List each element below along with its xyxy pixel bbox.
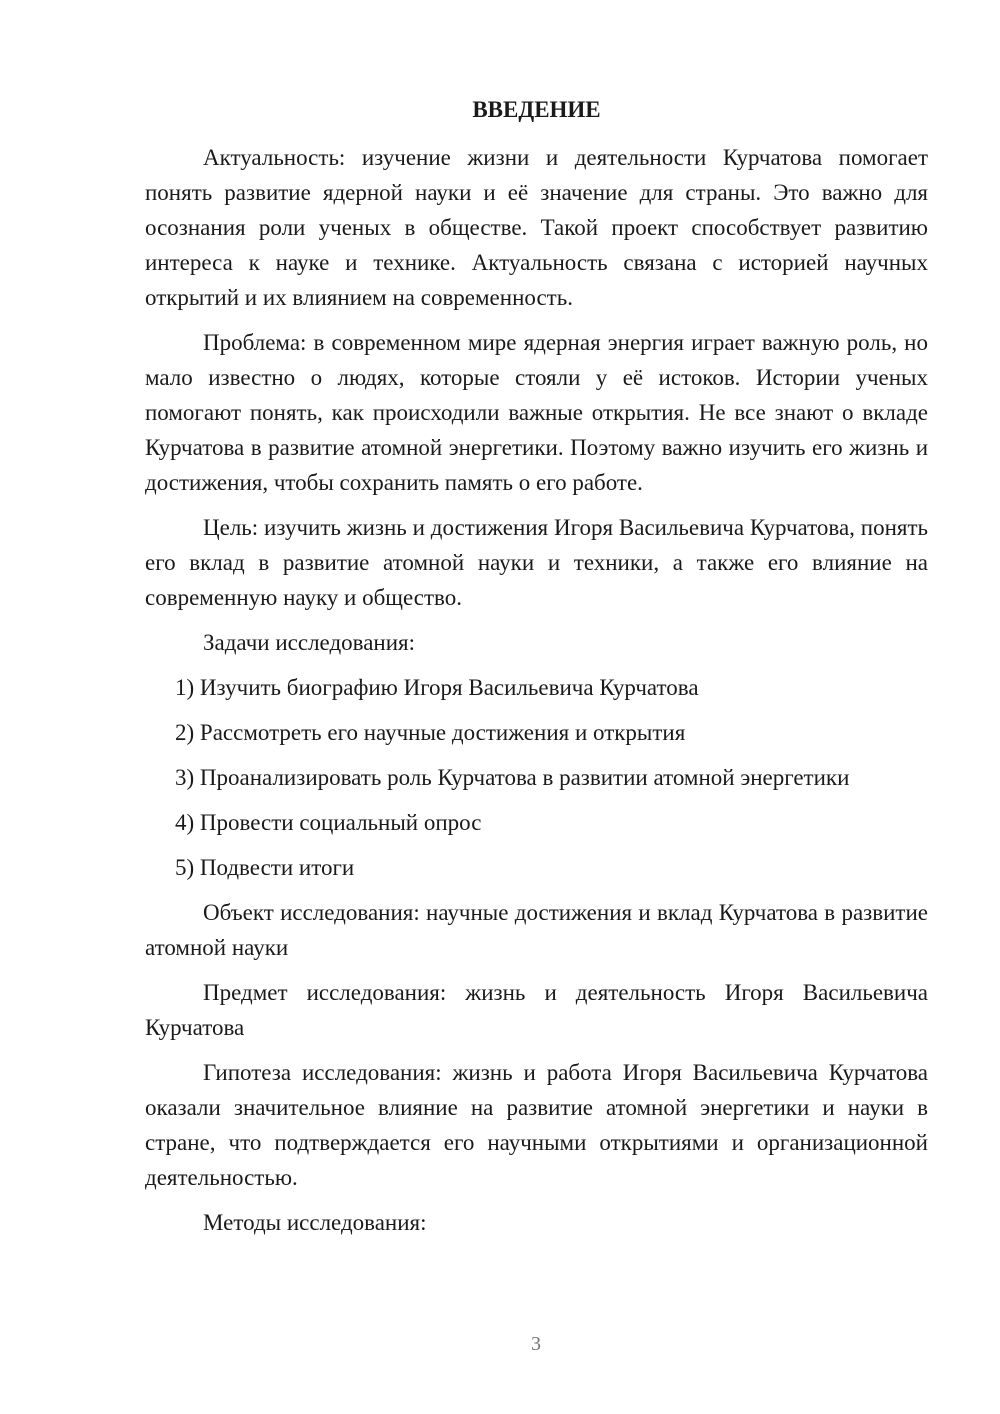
list-item: 2) Рассмотреть его научные достижения и открытия — [175, 720, 686, 745]
section-title: ВВЕДЕНИЕ — [472, 97, 601, 122]
list-item: 3) Проанализировать роль Курчатова в развитии атомной энергетики — [175, 765, 850, 790]
methods-heading: Методы исследования: — [203, 1210, 427, 1235]
list-item: 1) Изучить биографию Игоря Васильевича Курчатова — [175, 675, 699, 700]
page-content — [145, 95, 928, 1250]
subject-paragraph: Предмет исследования: жизнь и деятельность Игоря Васильевича Курчатова — [145, 980, 928, 1040]
object-paragraph: Объект исследования: научные достижения и вклад Курчатова в развитие атомной науки — [145, 900, 928, 960]
list-item: 5) Подвести итоги — [175, 855, 355, 880]
problem-paragraph: Проблема: в современном мире ядерная энергия играет важную роль, но мало известно о людях, которые стояли у её истоков. Истории ученых помогают понять, как происходили важные открытия. Не все знают о вкладе Курчатова в развитие атомной энергетики. Поэтому важно изучить его жизнь и достижения, чтобы сохранить память о его работе. — [145, 330, 928, 495]
tasks-list — [145, 670, 928, 885]
list-item: 4) Провести социальный опрос — [175, 810, 482, 835]
page-number: 3 — [531, 1333, 541, 1355]
hypothesis-paragraph: Гипотеза исследования: жизнь и работа Игоря Васильевича Курчатова оказали значительное влияние на развитие атомной энергетики и науки в стране, что подтверждается его научными открытиями и организационной деятельностью. — [145, 1060, 928, 1190]
relevance-paragraph: Актуальность: изучение жизни и деятельности Курчатова помогает понять развитие ядерной науки и её значение для страны. Это важно для осознания роли ученых в обществе. Такой проект способствует развитию интереса к науке и технике. Актуальность связана с историей научных открытий и их влиянием на современность. — [145, 145, 928, 310]
tasks-heading: Задачи исследования: — [203, 630, 416, 655]
goal-paragraph: Цель: изучить жизнь и достижения Игоря Васильевича Курчатова, понять его вклад в развитие атомной науки и техники, а также его влияние на современную науку и общество. — [145, 515, 928, 610]
